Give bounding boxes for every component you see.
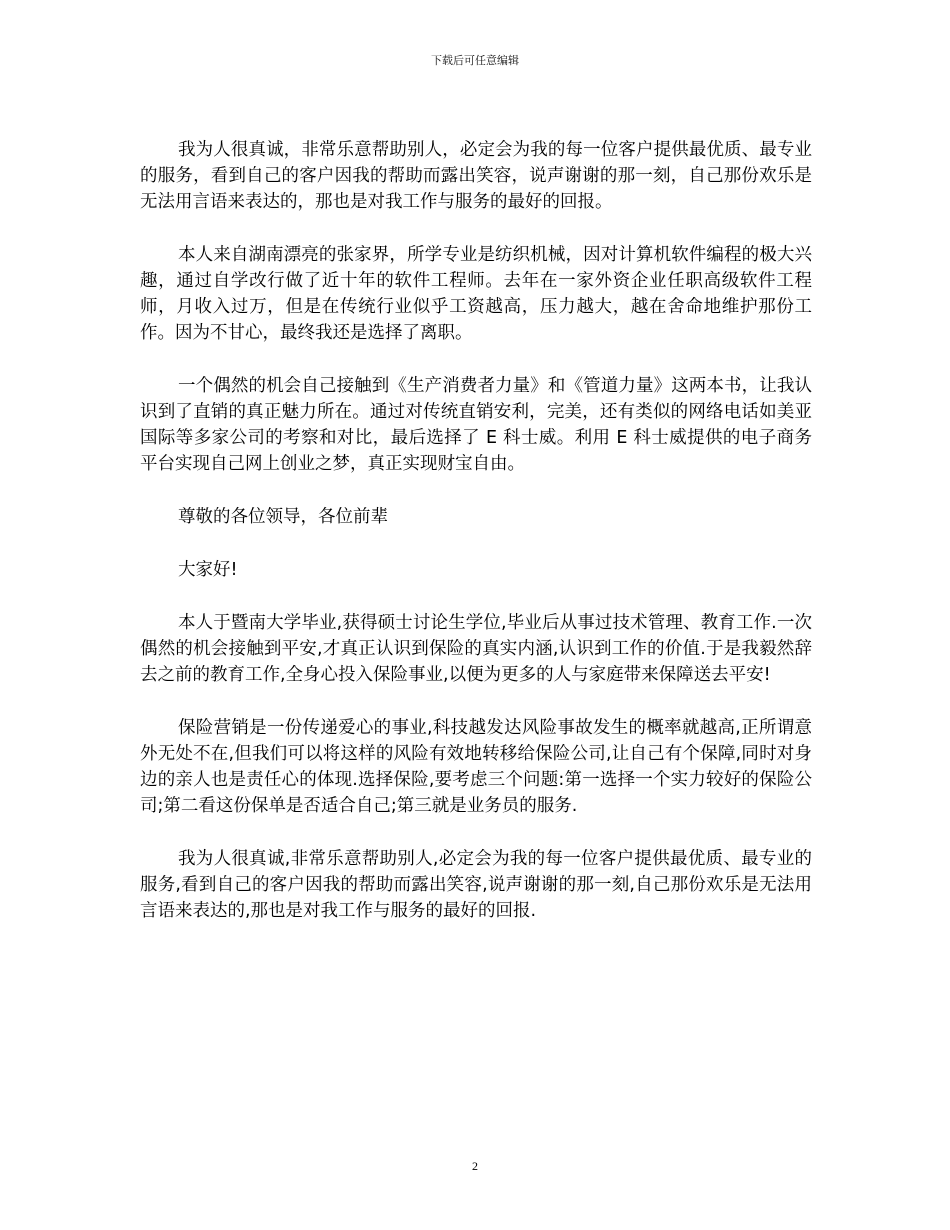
paragraph-8: 我为人很真诚,非常乐意帮助别人,必定会为我的每一位客户提供最优质、最专业的服务,看到自己的客户因我的帮助而露出笑容,说声谢谢的那一刻,自己那份欢乐是无法用言语来表达的,那也是对我工作与服务的最好的回报. bbox=[140, 849, 812, 921]
greeting: 大家好! bbox=[178, 560, 238, 580]
paragraph-6: 本人于暨南大学毕业,获得硕士讨论生学位,毕业后从事过技术管理、教育工作.一次偶然的机会接触到平安,才真正认识到保险的真实内涵,认识到工作的价值.于是我毅然辞去之前的教育工作,全身心投入保险事业,以便为更多的人与家庭带来保障送去平安! bbox=[140, 613, 812, 685]
paragraph-2: 本人来自湖南漂亮的张家界，所学专业是纺织机械，因对计算机软件编程的极大兴趣，通过自学改行做了近十年的软件工程师。去年在一家外资企业任职高级软件工程师，月收入过万，但是在传统行业似乎工资越高，压力越大，越在舍命地维护那份工作。因为不甘心，最终我还是选择了离职。 bbox=[140, 245, 812, 343]
paragraph-1: 我为人很真诚，非常乐意帮助别人，必定会为我的每一位客户提供最优质、最专业的服务，看到自己的客户因我的帮助而露出笑容，说声谢谢的那一刻，自己那份欢乐是无法用言语来表达的，那也是对我工作与服务的最好的回报。 bbox=[140, 140, 812, 212]
paragraph-3: 一个偶然的机会自己接触到《生产消费者力量》和《管道力量》这两本书，让我认识到了直销的真正魅力所在。通过对传统直销安利，完美，还有类似的网络电话如美亚国际等多家公司的考察和对比，最后选择了 E 科士威。利用 E 科士威提供的电子商务平台实现自己网上创业之梦，真正实现财宝自由。 bbox=[140, 376, 812, 474]
page-number: 2 bbox=[472, 1159, 478, 1173]
document-body bbox=[140, 137, 812, 951]
salutation: 尊敬的各位领导，各位前辈 bbox=[178, 507, 388, 527]
page-header: 下载后可任意编辑 bbox=[431, 54, 519, 67]
paragraph-7: 保险营销是一份传递爱心的事业,科技越发达风险事故发生的概率就越高,正所谓意外无处不在,但我们可以将这样的风险有效地转移给保险公司,让自己有个保障,同时对身边的亲人也是责任心的体现.选择保险,要考虑三个问题:第一选择一个实力较好的保险公司;第二看这份保单是否适合自己;第三就是业务员的服务. bbox=[140, 718, 812, 816]
